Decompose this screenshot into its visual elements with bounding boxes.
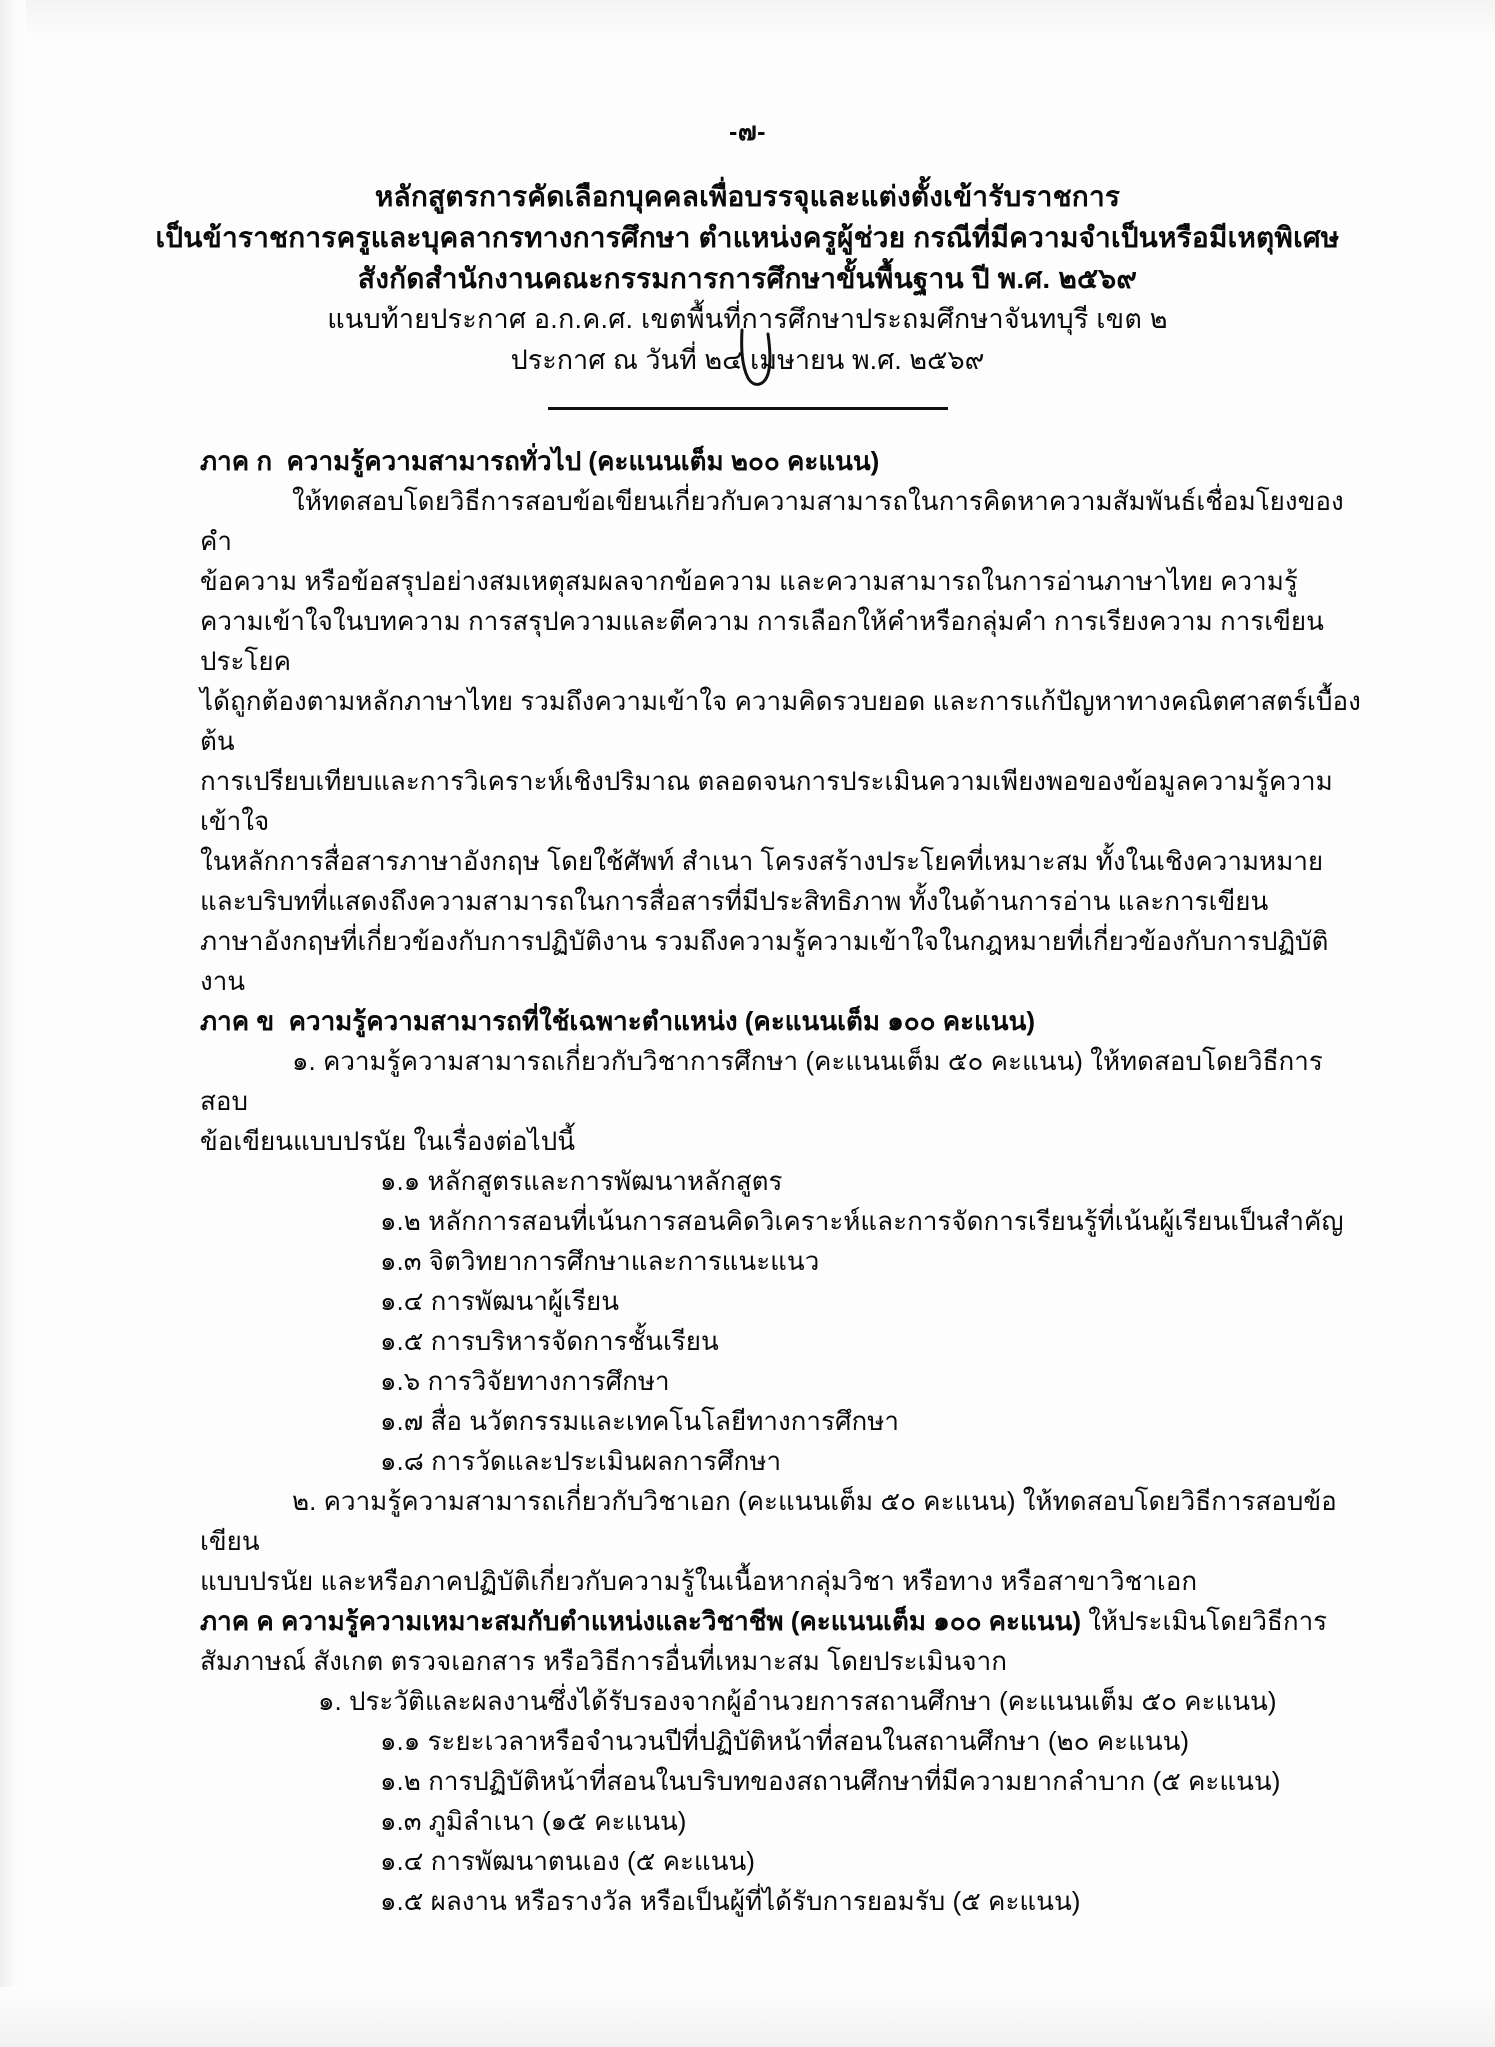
section-c-sub-items (380, 1721, 1365, 1921)
section-b-item-1-line-1: ๑. ความรู้ความสามารถเกี่ยวกับวิชาการศึกษา (คะแนนเต็ม ๕๐ คะแนน) ให้ทดสอบโดยวิธีการสอบ (200, 1046, 1323, 1116)
document-title-block (0, 176, 1495, 381)
section-b-sub-item-1-3: ๑.๓ จิตวิทยาการศึกษาและการแนะแนว (380, 1246, 820, 1276)
section-a-paragraph-line-1: ให้ทดสอบโดยวิธีการสอบข้อเขียนเกี่ยวกับความสามารถในการคิดหาความสัมพันธ์เชื่อมโยงของคำ (200, 486, 1344, 556)
document-body (0, 441, 1495, 1921)
section-b-item-2-line-1: ๒. ความรู้ความสามารถเกี่ยวกับวิชาเอก (คะแนนเต็ม ๕๐ คะแนน) ให้ทดสอบโดยวิธีการสอบข้อเขียน (200, 1486, 1337, 1556)
section-a-heading: ภาค ก ความรู้ความสามารถทั่วไป (คะแนนเต็ม ๒๐๐ คะแนน) (200, 446, 880, 476)
section-b-sub-item-1-5: ๑.๕ การบริหารจัดการชั้นเรียน (380, 1326, 719, 1356)
subtitle-attachment-notice: แนบท้ายประกาศ อ.ก.ค.ศ. เขตพื้นที่การศึกษาประถมศึกษาจันทบุรี เขต ๒ (327, 304, 1168, 334)
section-c-heading-bold: ภาค ค ความรู้ความเหมาะสมกับตำแหน่งและวิชาชีพ (คะแนนเต็ม ๑๐๐ คะแนน) (200, 1606, 1081, 1636)
section-b-sub-item-1-7: ๑.๗ สื่อ นวัตกรรมและเทคโนโลยีทางการศึกษา (380, 1406, 899, 1436)
section-b-heading: ภาค ข ความรู้ความสามารถที่ใช้เฉพาะตำแหน่ง (คะแนนเต็ม ๑๐๐ คะแนน) (200, 1006, 1036, 1036)
section-b-item-2-line-2: แบบปรนัย และหรือภาคปฏิบัติเกี่ยวกับความรู้ในเนื้อหากลุ่มวิชา หรือทาง หรือสาขาวิชาเอก (200, 1566, 1198, 1596)
section-c-heading-tail: ให้ประเมินโดยวิธีการ (1080, 1606, 1328, 1636)
section-b-sub-item-1-6: ๑.๖ การวิจัยทางการศึกษา (380, 1366, 670, 1396)
title-line-2: เป็นข้าราชการครูและบุคลากรทางการศึกษา ตำแหน่งครูผู้ช่วย กรณีที่มีความจำเป็นหรือมีเหตุพิเศษ (155, 222, 1340, 253)
section-b-sub-item-1-1: ๑.๑ หลักสูตรและการพัฒนาหลักสูตร (380, 1166, 783, 1196)
section-c-sub-item-1-3: ๑.๓ ภูมิลำเนา (๑๕ คะแนน) (380, 1806, 687, 1836)
section-a-paragraph-line-3: ความเข้าใจในบทความ การสรุปความและตีความ การเลือกให้คำหรือกลุ่มคำ การเรียงความ การเขียนประโยค (200, 606, 1324, 676)
section-a-paragraph-line-5: การเปรียบเทียบและการวิเคราะห์เชิงปริมาณ ตลอดจนการประเมินความเพียงพอของข้อมูลความรู้ความเข้าใจ (200, 766, 1333, 836)
title-divider (0, 397, 1495, 415)
section-a-paragraph-line-4: ได้ถูกต้องตามหลักภาษาไทย รวมถึงความเข้าใจ ความคิดรวบยอด และการแก้ปัญหาทางคณิตศาสตร์เบื้องต้น (200, 686, 1361, 756)
section-b-sub-item-1-2: ๑.๒ หลักการสอนที่เน้นการสอนคิดวิเคราะห์และการจัดการเรียนรู้ที่เน้นผู้เรียนเป็นสำคัญ (380, 1206, 1344, 1236)
title-line-1: หลักสูตรการคัดเลือกบุคคลเพื่อบรรจุและแต่งตั้งเข้ารับราชการ (374, 181, 1121, 212)
section-c-sub-item-1-2: ๑.๒ การปฏิบัติหน้าที่สอนในบริบทของสถานศึกษาที่มีความยากลำบาก (๕ คะแนน) (380, 1766, 1281, 1796)
page-edge-bottom-shading (0, 1987, 1495, 2047)
section-a-paragraph-line-2: ข้อความ หรือข้อสรุปอย่างสมเหตุสมผลจากข้อความ และความสามารถในการอ่านภาษาไทย ความรู้ (200, 566, 1298, 596)
section-a-paragraph-line-8: ภาษาอังกฤษที่เกี่ยวข้องกับการปฏิบัติงาน รวมถึงความรู้ความเข้าใจในกฎหมายที่เกี่ยวข้องกับการปฏิบัติงาน (200, 926, 1329, 996)
horizontal-rule (548, 407, 948, 410)
page-number: -๗- (729, 118, 766, 146)
title-line-3: สังกัดสำนักงานคณะกรรมการการศึกษาขั้นพื้นฐาน ปี พ.ศ. ๒๕๖๙ (357, 263, 1138, 294)
section-c-sub-item-1-1: ๑.๑ ระยะเวลาหรือจำนวนปีที่ปฏิบัติหน้าที่สอนในสถานศึกษา (๒๐ คะแนน) (380, 1726, 1190, 1756)
section-a-paragraph-line-7: และบริบทที่แสดงถึงความสามารถในการสื่อสารที่มีประสิทธิภาพ ทั้งในด้านการอ่าน และการเขียน (200, 886, 1269, 916)
section-c-sub-item-1-4: ๑.๔ การพัฒนาตนเอง (๕ คะแนน) (380, 1846, 755, 1876)
section-c-heading-line-2: สัมภาษณ์ สังเกต ตรวจเอกสาร หรือวิธีการอื่นที่เหมาะสม โดยประเมินจาก (200, 1646, 1007, 1676)
section-b-sub-item-1-4: ๑.๔ การพัฒนาผู้เรียน (380, 1286, 620, 1316)
section-b-sub-item-1-8: ๑.๘ การวัดและประเมินผลการศึกษา (380, 1446, 782, 1476)
section-c-item-1: ๑. ประวัติและผลงานซึ่งได้รับรองจากผู้อำนวยการสถานศึกษา (คะแนนเต็ม ๕๐ คะแนน) (318, 1686, 1277, 1716)
section-c-sub-item-1-5: ๑.๕ ผลงาน หรือรางวัล หรือเป็นผู้ที่ได้รับการยอมรับ (๕ คะแนน) (380, 1886, 1081, 1916)
section-c-item-1-wrap (318, 1681, 1365, 1721)
section-b-sub-items (380, 1161, 1365, 1481)
subtitle-announcement-date: ประกาศ ณ วันที่ ๒๔ เมษายน พ.ศ. ๒๕๖๙ (510, 345, 985, 375)
section-a-paragraph-line-6: ในหลักการสื่อสารภาษาอังกฤษ โดยใช้ศัพท์ สำเนา โครงสร้างประโยคที่เหมาะสม ทั้งในเชิงความหมาย (200, 846, 1324, 876)
section-b-item-1-line-2: ข้อเขียนแบบปรนัย ในเรื่องต่อไปนี้ (200, 1126, 576, 1156)
section-c-heading-line-1 (200, 1601, 1365, 1641)
